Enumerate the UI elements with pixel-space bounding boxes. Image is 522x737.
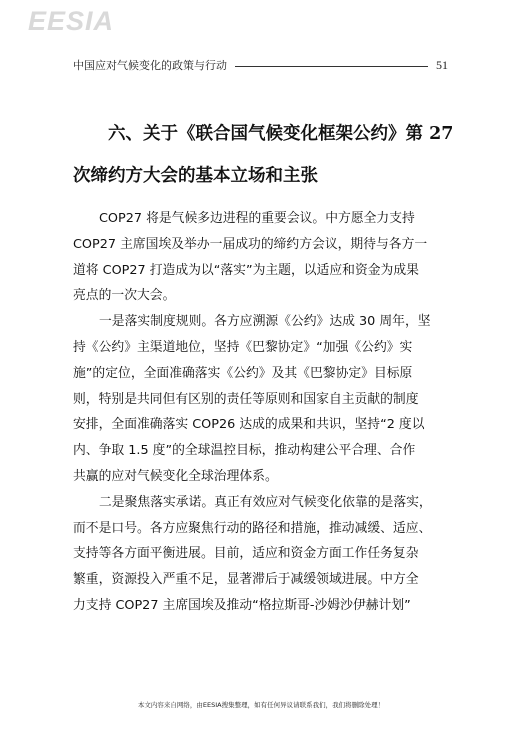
body-line: 而不是口号。各方应聚焦行动的路径和措施，推动减缓、适应、 [73, 520, 432, 536]
body-line: 一是落实制度规则。各方应溯源《公约》达成 30 周年，坚 [99, 314, 431, 330]
page-number: 51 [436, 57, 448, 72]
body-line: 共赢的应对气候变化全球治理体系。 [73, 468, 278, 484]
eesia-watermark: EESIA [28, 6, 115, 36]
body-line: 则，特别是共同但有区别的责任等原则和国家自主贡献的制度 [73, 391, 419, 407]
body-line: 道将 COP27 打造成为以“落实”为主题，以适应和资金为成果 [73, 262, 419, 278]
running-header [73, 56, 448, 74]
body-line: 二是聚焦落实承诺。真正有效应对气候变化依靠的是落实， [99, 494, 432, 510]
body-line: 持《公约》主渠道地位，坚持《巴黎协定》“加强《公约》实 [73, 339, 413, 355]
footer-disclaimer: 本文内容来自网络，由EESIA搜集整理，如有任何异议请联系我们，我们将删除处理！ [137, 701, 385, 709]
running-header-title: 中国应对气候变化的政策与行动 [73, 59, 227, 72]
header-rule [235, 66, 428, 67]
section-title [73, 113, 455, 197]
body-line: 亮点的一次大会。 [73, 288, 176, 304]
body-line: 力支持 COP27 主席国埃及推动“格拉斯哥-沙姆沙伊赫计划” [73, 597, 411, 613]
section-title-line-1: 六、关于《联合国气候变化框架公约》第 27 [108, 124, 454, 144]
body-line: COP27 主席国埃及举办一届成功的缔约方会议，期待与各方一 [73, 236, 428, 252]
body-line: 内、争取 1.5 度”的全球温控目标，推动构建公平合理、合作 [73, 443, 416, 459]
body-line: COP27 将是气候多边进程的重要会议。中方愿全力支持 [99, 211, 415, 226]
body-line: 繁重，资源投入严重不足，显著滞后于减缓领域进展。中方全 [73, 572, 419, 588]
body-text [73, 206, 459, 619]
body-line: 施”的定位，全面准确落实《公约》及其《巴黎协定》目标原 [73, 365, 413, 381]
section-title-line-2: 次缔约方大会的基本立场和主张 [73, 166, 318, 186]
body-line: 支持等各方面平衡进展。目前，适应和资金方面工作任务复杂 [73, 546, 419, 562]
body-line: 安排，全面准确落实 COP26 达成的成果和共识，坚持“2 度以 [73, 417, 425, 433]
